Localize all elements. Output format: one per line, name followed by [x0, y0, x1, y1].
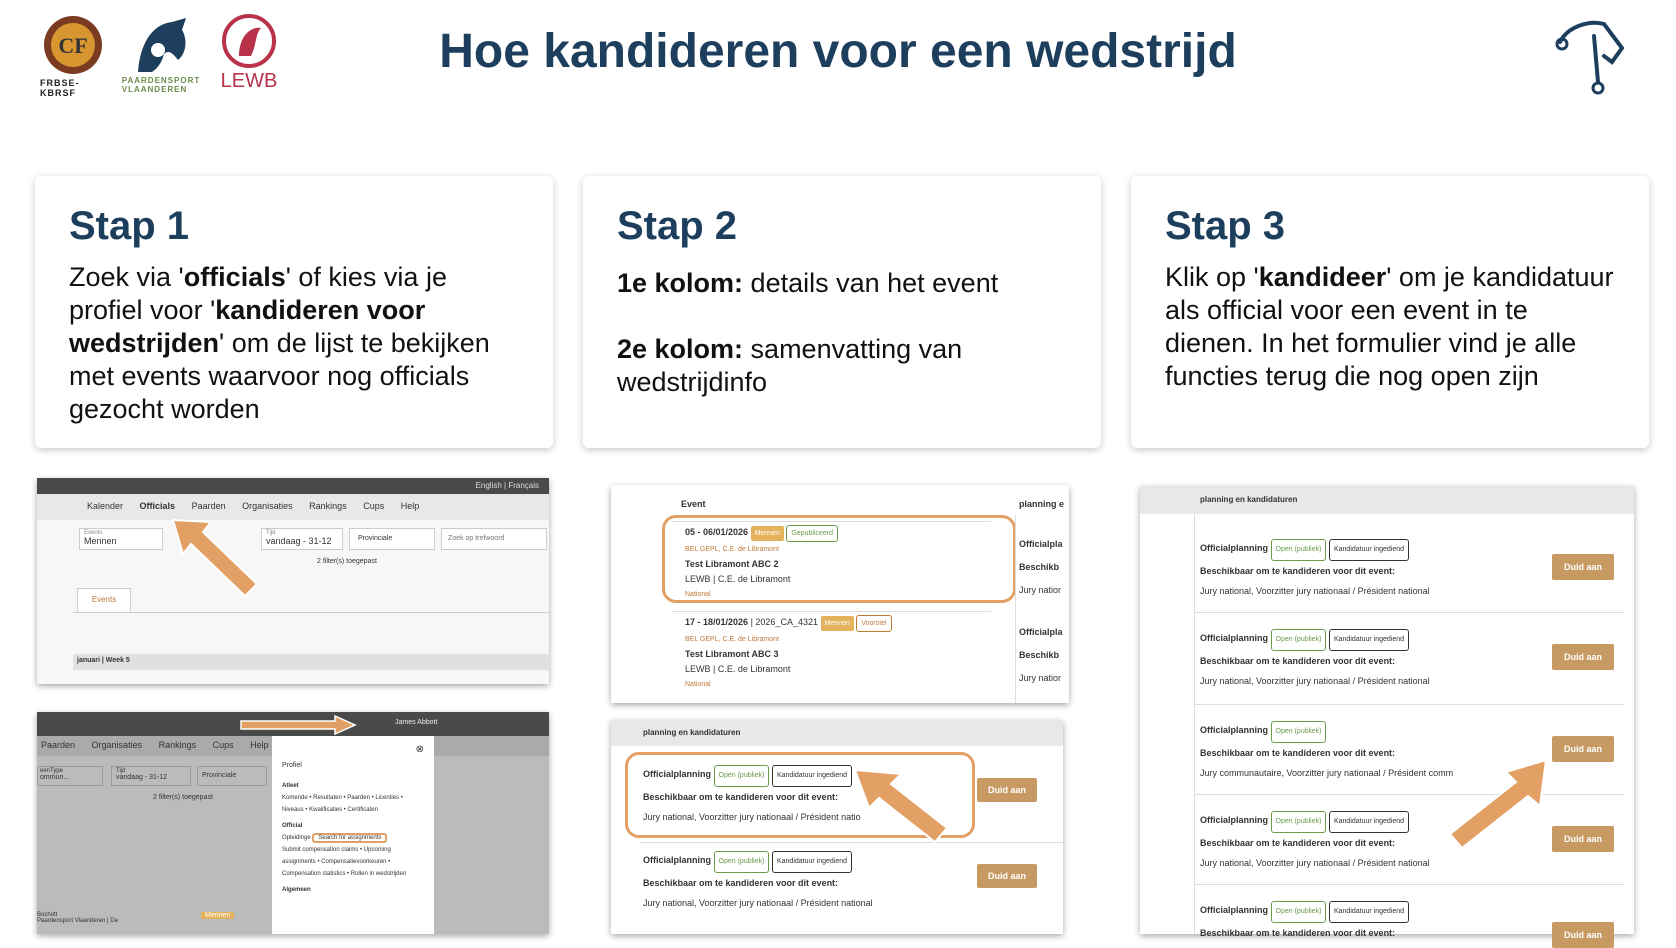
menu-official: Official — [282, 823, 303, 829]
nav-cups[interactable]: Cups — [363, 501, 385, 511]
nav-officials[interactable]: Officials — [139, 501, 176, 511]
nav-paarden[interactable]: Paarden — [191, 501, 226, 511]
user-menu[interactable]: James Abbott — [395, 719, 438, 726]
duid-aan-button[interactable]: Duid aan — [977, 778, 1037, 802]
step3-text: Klik op 'kandideer' om je kandidatuur als official voor een event in te dienen. In het formulier vind je alle functies terug die nog open zijn — [1165, 262, 1614, 391]
step3-card — [1131, 176, 1649, 448]
row-divider — [1194, 704, 1624, 705]
search-assignments-link[interactable]: Search for assignments — [312, 833, 387, 843]
duid-aan-button[interactable]: Duid aan — [1552, 644, 1614, 670]
search-input[interactable]: Zoek op trefwoord — [441, 528, 547, 550]
planning-header: planning en kandidaturen — [611, 720, 1063, 746]
horse-brand-icon — [1554, 16, 1626, 96]
arrow-icon — [239, 714, 359, 736]
filters-applied[interactable]: 2 filter(s) toegepast — [317, 558, 377, 565]
menu-atleet-items[interactable]: Komende • Resultaten • Paarden • Licenties • Niveaus • Kwalificaties • Certificaten — [282, 795, 403, 813]
page-title: Hoe kandideren voor een wedstrijd — [439, 25, 1237, 78]
type-filter[interactable]: eenType ommun... — [37, 766, 103, 786]
col-divider — [1015, 515, 1016, 703]
frbse-caption: FRBSE-KBRSF — [40, 78, 80, 98]
main-nav — [37, 494, 549, 520]
tab-events[interactable]: Events — [77, 588, 131, 612]
event-filter[interactable]: Events Mennen — [79, 528, 163, 550]
step1-text: Zoek via 'officials' of kies via je profiel voor 'kandideren voor wedstrijden' om de lijst te bekijken met events waarvoor nog officials gezocht worden — [69, 262, 490, 424]
step1-card — [35, 176, 553, 448]
discipline-badge: Mennen — [201, 912, 234, 919]
row-divider — [671, 611, 991, 612]
date-filter[interactable]: Tijd vandaag - 31-12 — [111, 766, 191, 786]
list-row[interactable]: Bochott Paardensport Vlaanderen | De — [37, 912, 118, 924]
nav-help[interactable]: Help — [400, 501, 420, 511]
nav-rankings[interactable]: Rankings — [309, 501, 347, 511]
step1-heading: Stap 1 — [69, 204, 190, 248]
arrow-icon — [167, 514, 263, 600]
nav-help[interactable]: Help — [250, 740, 269, 750]
highlight-box — [662, 515, 1016, 603]
planning-row-1: Officialplanning Open (publiek) Kandidatuur ingediend Beschikbaar om te kandideren voor dit event: Jury national, Voorzitter jury nationaal / Président natio — [643, 764, 861, 827]
arrow-icon — [1440, 756, 1550, 852]
menu-official-row: Opleidinge Search for assignments — [282, 832, 424, 844]
col-planning: planning e — [1019, 499, 1064, 509]
event-row-1[interactable]: 05 - 06/01/2026 Mennen Gepubliceerd BEL GEPL, C.E. de Libramont Test Libramont ABC 2 LEWB | C.E. de Libramont National — [685, 525, 838, 602]
province-filter[interactable]: Provinciale — [197, 766, 267, 786]
screenshot-event-list — [611, 485, 1069, 703]
menu-algemeen: Algemeen — [282, 887, 311, 893]
duid-aan-button[interactable]: Duid aan — [1552, 922, 1614, 948]
step2-heading: Stap 2 — [617, 204, 738, 248]
menu-profiel[interactable]: Profiel — [282, 762, 302, 769]
lewb-caption: LEWB — [220, 70, 278, 92]
close-icon[interactable]: ⊗ — [415, 744, 424, 755]
col-divider — [1194, 514, 1195, 934]
duid-aan-button[interactable]: Duid aan — [977, 864, 1037, 888]
row-4: Officialplanning Open (publiek) Kandidatuur ingediend Beschikbaar om te kandideren voor dit event: — [1200, 900, 1409, 943]
row-divider — [1194, 884, 1624, 885]
lang-switch[interactable]: English | Français — [475, 481, 539, 490]
row-3: Officialplanning Open (publiek) Kandidatuur ingediend Beschikbaar om te kandideren voor dit event: Jury national, Voorzitter jury nationaal / Président national — [1200, 810, 1430, 873]
arrow-icon — [851, 766, 951, 846]
province-filter[interactable]: Provinciale — [349, 528, 435, 550]
nav-kalender[interactable]: Kalender — [87, 501, 124, 511]
screenshot-officials-nav — [37, 478, 549, 684]
row-divider — [1194, 794, 1624, 795]
row-divider — [1194, 612, 1624, 613]
nav-cups[interactable]: Cups — [212, 740, 234, 750]
nav-organisaties[interactable]: Organisaties — [91, 740, 143, 750]
filters-applied[interactable]: 2 filter(s) toegepast — [153, 794, 213, 801]
row-0: Officialplanning Open (publiek) Kandidatuur ingediend Beschikbaar om te kandideren voor dit event: Jury national, Voorzitter jury nationaal / Président national — [1200, 538, 1430, 601]
planning-col-1: Officialpla Beschikb Jury natior — [1019, 539, 1063, 595]
screenshot-planning — [611, 720, 1063, 934]
step2-line2: 2e kolom: samenvatting van wedstrijdinfo — [617, 334, 963, 397]
duid-aan-button[interactable]: Duid aan — [1552, 554, 1614, 580]
row-1: Officialplanning Open (publiek) Kandidatuur ingediend Beschikbaar om te kandideren voor dit event: Jury national, Voorzitter jury nationaal / Président national — [1200, 628, 1430, 691]
nav-organisaties[interactable]: Organisaties — [242, 501, 293, 511]
menu-official-items[interactable]: Submit compensation claims • Upcoming assignments • Compensatievoorkeuren • Compensation statistics • Rollen in wedstrijden — [282, 847, 407, 877]
top-bar — [37, 478, 549, 494]
tab-divider — [73, 612, 551, 613]
event-row-2[interactable]: 17 - 18/01/2026 | 2026_CA_4321 Mennen Voorstel BEL GEPL, C.E. de Libramont Test Libramont ABC 3 LEWB | C.E. de Libramont National — [685, 615, 892, 692]
planning-col-2: Officialpla Beschikb Jury natior — [1019, 627, 1063, 683]
step2-card — [583, 176, 1101, 448]
svg-text:CF: CF — [58, 33, 88, 58]
step3-heading: Stap 3 — [1165, 204, 1286, 248]
duid-aan-button[interactable]: Duid aan — [1552, 736, 1614, 762]
planning-row-2: Officialplanning Open (publiek) Kandidatuur ingediend Beschikbaar om te kandideren voor dit event: Jury national, Voorzitter jury nationaal / Président national — [643, 850, 873, 913]
row-2: Officialplanning Open (publiek) Beschikbaar om te kandideren voor dit event: Jury communautaire, Voorzitter jury nationaal / Président comm — [1200, 720, 1453, 783]
week-header: januari | Week 5 — [73, 654, 551, 670]
nav-paarden[interactable]: Paarden — [41, 740, 76, 750]
paardensport-caption: PAARDENSPORT VLAANDEREN — [121, 76, 201, 94]
screenshot-profile-menu — [37, 712, 549, 934]
planning-header: planning en kandidaturen — [1140, 486, 1634, 514]
col-event: Event — [681, 499, 706, 509]
profile-dropdown — [272, 736, 434, 934]
date-filter[interactable]: Tijd vandaag - 31-12 — [261, 528, 343, 550]
nav-rankings[interactable]: Rankings — [158, 740, 197, 750]
step2-line1: 1e kolom: details van het event — [617, 268, 999, 298]
screenshot-candidate-list — [1140, 486, 1634, 940]
menu-atleet: Atleet — [282, 783, 299, 789]
duid-aan-button[interactable]: Duid aan — [1552, 826, 1614, 852]
